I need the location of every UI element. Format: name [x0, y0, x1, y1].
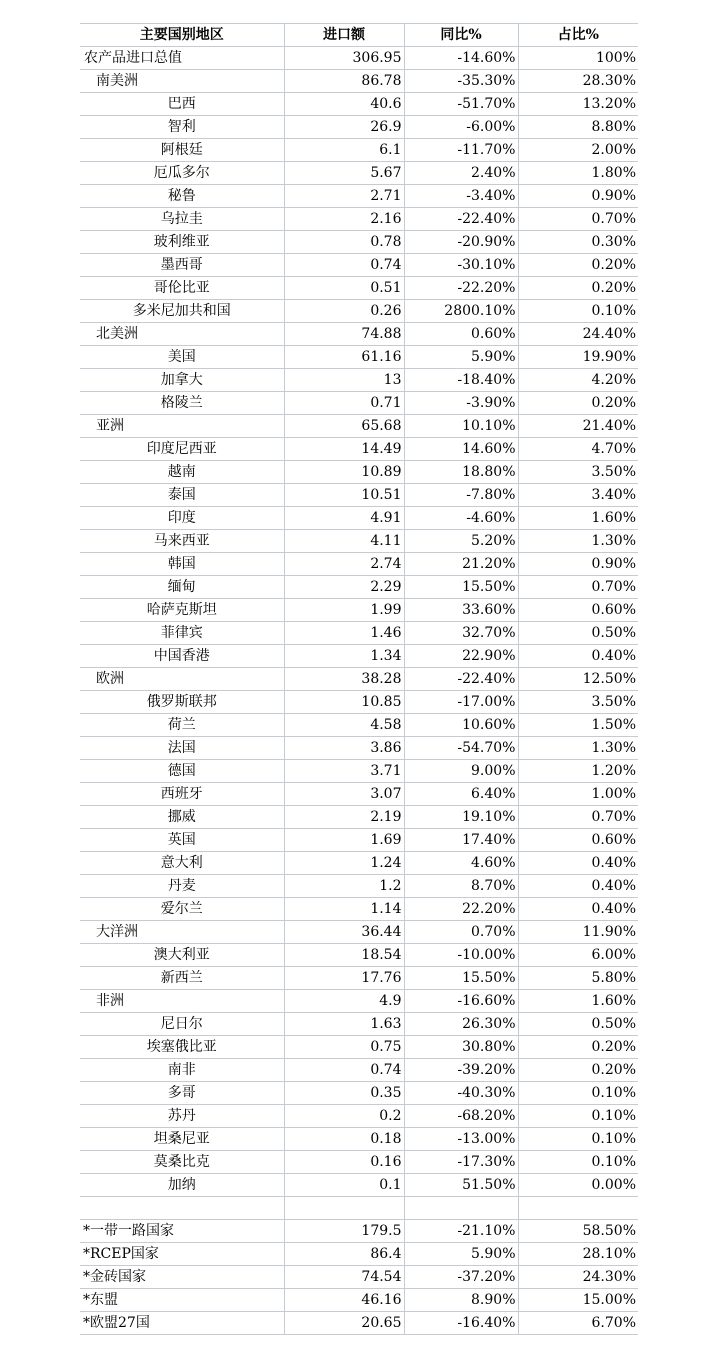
table-row	[80, 254, 638, 277]
cell-region-name: 玻利维亚	[80, 231, 284, 254]
cell-share: 3.50%	[518, 461, 638, 484]
cell-share: 0.30%	[518, 231, 638, 254]
table-row	[80, 1013, 638, 1036]
cell-import-value: 4.91	[284, 507, 404, 530]
table-row	[80, 668, 638, 691]
cell-share: 0.20%	[518, 392, 638, 415]
cell-share: 1.50%	[518, 714, 638, 737]
cell-yoy: -10.00%	[404, 944, 518, 967]
cell-import-value: 0.51	[284, 277, 404, 300]
cell-yoy: 14.60%	[404, 438, 518, 461]
cell-region-name: *东盟	[80, 1289, 284, 1312]
table-row	[80, 1266, 638, 1289]
cell-share: 21.40%	[518, 415, 638, 438]
cell-share: 0.20%	[518, 254, 638, 277]
cell-region-name: 大洋洲	[80, 921, 284, 944]
cell-import-value: 10.85	[284, 691, 404, 714]
cell-import-value: 2.19	[284, 806, 404, 829]
cell-yoy: 21.20%	[404, 553, 518, 576]
cell-import-value	[284, 1197, 404, 1220]
cell-import-value: 40.6	[284, 93, 404, 116]
cell-region-name: 加拿大	[80, 369, 284, 392]
cell-region-name: *一带一路国家	[80, 1220, 284, 1243]
cell-yoy: 30.80%	[404, 1036, 518, 1059]
cell-share: 6.70%	[518, 1312, 638, 1335]
cell-import-value: 86.4	[284, 1243, 404, 1266]
table-row	[80, 1174, 638, 1197]
cell-region-name: 泰国	[80, 484, 284, 507]
table-row	[80, 530, 638, 553]
cell-share: 0.50%	[518, 1013, 638, 1036]
cell-share: 5.80%	[518, 967, 638, 990]
table-row	[80, 829, 638, 852]
cell-yoy: -3.40%	[404, 185, 518, 208]
table-row	[80, 1243, 638, 1266]
cell-share: 100%	[518, 47, 638, 70]
cell-import-value: 1.2	[284, 875, 404, 898]
table-row	[80, 47, 638, 70]
cell-yoy: 2800.10%	[404, 300, 518, 323]
table-row	[80, 1128, 638, 1151]
header-share: 占比%	[518, 24, 638, 47]
table-row	[80, 1059, 638, 1082]
table-row	[80, 967, 638, 990]
cell-share: 24.30%	[518, 1266, 638, 1289]
cell-region-name: 南美洲	[80, 70, 284, 93]
cell-region-name: 菲律宾	[80, 622, 284, 645]
cell-share: 8.80%	[518, 116, 638, 139]
cell-import-value: 2.71	[284, 185, 404, 208]
cell-yoy: 15.50%	[404, 967, 518, 990]
cell-import-value: 0.35	[284, 1082, 404, 1105]
table-row	[80, 760, 638, 783]
cell-yoy: -39.20%	[404, 1059, 518, 1082]
cell-import-value: 14.49	[284, 438, 404, 461]
cell-yoy: -13.00%	[404, 1128, 518, 1151]
agri-import-table	[80, 23, 638, 1335]
cell-import-value: 1.63	[284, 1013, 404, 1036]
table-row	[80, 691, 638, 714]
table-row	[80, 1036, 638, 1059]
trade-table-sheet	[80, 23, 638, 1335]
cell-yoy: -3.90%	[404, 392, 518, 415]
table-row	[80, 323, 638, 346]
cell-import-value: 1.99	[284, 599, 404, 622]
cell-yoy: 10.60%	[404, 714, 518, 737]
cell-share: 1.60%	[518, 507, 638, 530]
cell-yoy: -54.70%	[404, 737, 518, 760]
cell-yoy: 9.00%	[404, 760, 518, 783]
table-row	[80, 415, 638, 438]
cell-yoy: 33.60%	[404, 599, 518, 622]
cell-share: 11.90%	[518, 921, 638, 944]
table-row	[80, 392, 638, 415]
cell-share: 58.50%	[518, 1220, 638, 1243]
cell-yoy: 8.90%	[404, 1289, 518, 1312]
table-row	[80, 783, 638, 806]
cell-share: 15.00%	[518, 1289, 638, 1312]
table-row	[80, 576, 638, 599]
cell-import-value: 5.67	[284, 162, 404, 185]
cell-region-name: 美国	[80, 346, 284, 369]
cell-yoy: -17.30%	[404, 1151, 518, 1174]
cell-region-name: 西班牙	[80, 783, 284, 806]
cell-region-name: 多米尼加共和国	[80, 300, 284, 323]
table-row	[80, 507, 638, 530]
cell-share: 1.30%	[518, 530, 638, 553]
cell-share: 0.60%	[518, 829, 638, 852]
table-body	[80, 47, 638, 1335]
cell-import-value: 65.68	[284, 415, 404, 438]
table-row	[80, 898, 638, 921]
cell-yoy: 0.70%	[404, 921, 518, 944]
cell-yoy: 5.20%	[404, 530, 518, 553]
cell-region-name: 坦桑尼亚	[80, 1128, 284, 1151]
cell-yoy: 10.10%	[404, 415, 518, 438]
table-row	[80, 208, 638, 231]
cell-region-name: 非洲	[80, 990, 284, 1013]
cell-region-name: 秘鲁	[80, 185, 284, 208]
cell-region-name: 澳大利亚	[80, 944, 284, 967]
cell-yoy: -16.60%	[404, 990, 518, 1013]
cell-yoy: -40.30%	[404, 1082, 518, 1105]
cell-yoy: -20.90%	[404, 231, 518, 254]
table-row	[80, 737, 638, 760]
cell-import-value: 86.78	[284, 70, 404, 93]
cell-share: 1.30%	[518, 737, 638, 760]
header-region: 主要国别地区	[80, 24, 284, 47]
table-row	[80, 806, 638, 829]
cell-yoy: -18.40%	[404, 369, 518, 392]
cell-share: 0.10%	[518, 300, 638, 323]
cell-share: 1.80%	[518, 162, 638, 185]
cell-share: 0.40%	[518, 852, 638, 875]
cell-import-value: 17.76	[284, 967, 404, 990]
cell-import-value: 13	[284, 369, 404, 392]
cell-import-value: 10.51	[284, 484, 404, 507]
cell-yoy	[404, 1197, 518, 1220]
cell-region-name: 墨西哥	[80, 254, 284, 277]
cell-import-value: 4.58	[284, 714, 404, 737]
cell-region-name	[80, 1197, 284, 1220]
cell-region-name: 格陵兰	[80, 392, 284, 415]
cell-region-name: 德国	[80, 760, 284, 783]
cell-region-name: *RCEP国家	[80, 1243, 284, 1266]
cell-yoy: -68.20%	[404, 1105, 518, 1128]
cell-import-value: 46.16	[284, 1289, 404, 1312]
cell-import-value: 0.2	[284, 1105, 404, 1128]
cell-import-value: 0.16	[284, 1151, 404, 1174]
table-row	[80, 70, 638, 93]
table-row	[80, 990, 638, 1013]
cell-import-value: 3.86	[284, 737, 404, 760]
cell-import-value: 10.89	[284, 461, 404, 484]
cell-share: 0.10%	[518, 1082, 638, 1105]
table-row	[80, 1312, 638, 1335]
cell-import-value: 1.34	[284, 645, 404, 668]
cell-yoy: 18.80%	[404, 461, 518, 484]
cell-yoy: -17.00%	[404, 691, 518, 714]
cell-region-name: 北美洲	[80, 323, 284, 346]
cell-region-name: 俄罗斯联邦	[80, 691, 284, 714]
cell-share: 3.40%	[518, 484, 638, 507]
cell-yoy: -21.10%	[404, 1220, 518, 1243]
table-row	[80, 599, 638, 622]
cell-region-name: 亚洲	[80, 415, 284, 438]
table-row	[80, 116, 638, 139]
table-row	[80, 300, 638, 323]
cell-share: 0.90%	[518, 185, 638, 208]
cell-region-name: 巴西	[80, 93, 284, 116]
cell-share: 0.50%	[518, 622, 638, 645]
cell-yoy: -14.60%	[404, 47, 518, 70]
cell-region-name: 厄瓜多尔	[80, 162, 284, 185]
cell-yoy: 17.40%	[404, 829, 518, 852]
table-row	[80, 944, 638, 967]
cell-region-name: 法国	[80, 737, 284, 760]
cell-import-value: 4.11	[284, 530, 404, 553]
table-row	[80, 1105, 638, 1128]
cell-share: 0.70%	[518, 208, 638, 231]
table-row	[80, 875, 638, 898]
cell-region-name: 印度尼西亚	[80, 438, 284, 461]
cell-region-name: 缅甸	[80, 576, 284, 599]
cell-yoy: -16.40%	[404, 1312, 518, 1335]
cell-yoy: 22.90%	[404, 645, 518, 668]
cell-region-name: 埃塞俄比亚	[80, 1036, 284, 1059]
cell-region-name: 丹麦	[80, 875, 284, 898]
table-row	[80, 185, 638, 208]
cell-region-name: 苏丹	[80, 1105, 284, 1128]
cell-share: 0.20%	[518, 1059, 638, 1082]
cell-region-name: 新西兰	[80, 967, 284, 990]
cell-region-name: 马来西亚	[80, 530, 284, 553]
cell-import-value: 0.74	[284, 254, 404, 277]
cell-region-name: 英国	[80, 829, 284, 852]
cell-import-value: 74.54	[284, 1266, 404, 1289]
cell-share: 0.20%	[518, 1036, 638, 1059]
cell-region-name: 印度	[80, 507, 284, 530]
cell-share: 0.20%	[518, 277, 638, 300]
cell-import-value: 26.9	[284, 116, 404, 139]
cell-yoy: -37.20%	[404, 1266, 518, 1289]
table-row	[80, 714, 638, 737]
cell-share: 0.10%	[518, 1105, 638, 1128]
cell-yoy: 32.70%	[404, 622, 518, 645]
cell-yoy: -30.10%	[404, 254, 518, 277]
cell-import-value: 179.5	[284, 1220, 404, 1243]
cell-yoy: -35.30%	[404, 70, 518, 93]
header-import-value: 进口额	[284, 24, 404, 47]
cell-region-name: 韩国	[80, 553, 284, 576]
cell-yoy: 19.10%	[404, 806, 518, 829]
cell-import-value: 0.18	[284, 1128, 404, 1151]
cell-share: 0.60%	[518, 599, 638, 622]
cell-import-value: 2.29	[284, 576, 404, 599]
table-row	[80, 277, 638, 300]
cell-share: 0.40%	[518, 898, 638, 921]
cell-region-name: 中国香港	[80, 645, 284, 668]
cell-region-name: 多哥	[80, 1082, 284, 1105]
cell-import-value: 1.24	[284, 852, 404, 875]
cell-share: 12.50%	[518, 668, 638, 691]
table-row	[80, 645, 638, 668]
cell-region-name: 荷兰	[80, 714, 284, 737]
cell-yoy: 22.20%	[404, 898, 518, 921]
table-row-blank	[80, 1197, 638, 1220]
cell-share: 0.40%	[518, 875, 638, 898]
cell-share: 0.00%	[518, 1174, 638, 1197]
cell-share: 0.40%	[518, 645, 638, 668]
cell-share: 28.30%	[518, 70, 638, 93]
cell-region-name: 意大利	[80, 852, 284, 875]
cell-import-value: 3.71	[284, 760, 404, 783]
cell-share: 0.10%	[518, 1128, 638, 1151]
cell-region-name: 尼日尔	[80, 1013, 284, 1036]
table-row	[80, 139, 638, 162]
cell-yoy: -22.40%	[404, 668, 518, 691]
cell-share: 1.00%	[518, 783, 638, 806]
table-row	[80, 1082, 638, 1105]
table-row	[80, 346, 638, 369]
header-yoy: 同比%	[404, 24, 518, 47]
cell-share: 4.20%	[518, 369, 638, 392]
cell-region-name: 越南	[80, 461, 284, 484]
cell-share: 3.50%	[518, 691, 638, 714]
cell-region-name: 莫桑比克	[80, 1151, 284, 1174]
cell-yoy: -6.00%	[404, 116, 518, 139]
cell-import-value: 18.54	[284, 944, 404, 967]
cell-region-name: 挪威	[80, 806, 284, 829]
table-row	[80, 162, 638, 185]
table-row	[80, 553, 638, 576]
cell-share: 0.70%	[518, 806, 638, 829]
table-header	[80, 24, 638, 47]
cell-import-value: 0.75	[284, 1036, 404, 1059]
cell-share: 1.20%	[518, 760, 638, 783]
table-row	[80, 231, 638, 254]
cell-yoy: 2.40%	[404, 162, 518, 185]
cell-yoy: 5.90%	[404, 346, 518, 369]
cell-region-name: 哈萨克斯坦	[80, 599, 284, 622]
header-row	[80, 24, 638, 47]
cell-share: 0.90%	[518, 553, 638, 576]
cell-import-value: 61.16	[284, 346, 404, 369]
table-row	[80, 852, 638, 875]
cell-region-name: 南非	[80, 1059, 284, 1082]
cell-import-value: 0.1	[284, 1174, 404, 1197]
cell-import-value: 0.26	[284, 300, 404, 323]
cell-import-value: 38.28	[284, 668, 404, 691]
cell-import-value: 4.9	[284, 990, 404, 1013]
cell-share: 0.70%	[518, 576, 638, 599]
cell-yoy: -4.60%	[404, 507, 518, 530]
cell-share: 28.10%	[518, 1243, 638, 1266]
cell-import-value: 1.46	[284, 622, 404, 645]
cell-region-name: 农产品进口总值	[80, 47, 284, 70]
cell-yoy: 15.50%	[404, 576, 518, 599]
cell-yoy: 51.50%	[404, 1174, 518, 1197]
table-row	[80, 1151, 638, 1174]
cell-yoy: 5.90%	[404, 1243, 518, 1266]
cell-import-value: 3.07	[284, 783, 404, 806]
cell-region-name: 哥伦比亚	[80, 277, 284, 300]
cell-import-value: 1.69	[284, 829, 404, 852]
cell-yoy: -22.40%	[404, 208, 518, 231]
cell-yoy: -11.70%	[404, 139, 518, 162]
cell-import-value: 36.44	[284, 921, 404, 944]
cell-import-value: 2.16	[284, 208, 404, 231]
cell-region-name: 乌拉圭	[80, 208, 284, 231]
table-row	[80, 93, 638, 116]
cell-share: 6.00%	[518, 944, 638, 967]
cell-yoy: 4.60%	[404, 852, 518, 875]
cell-yoy: 26.30%	[404, 1013, 518, 1036]
cell-share: 19.90%	[518, 346, 638, 369]
cell-region-name: 爱尔兰	[80, 898, 284, 921]
cell-region-name: 欧洲	[80, 668, 284, 691]
cell-import-value: 0.74	[284, 1059, 404, 1082]
table-row	[80, 921, 638, 944]
cell-yoy: -51.70%	[404, 93, 518, 116]
cell-share: 13.20%	[518, 93, 638, 116]
cell-import-value: 6.1	[284, 139, 404, 162]
cell-region-name: *金砖国家	[80, 1266, 284, 1289]
cell-region-name: *欧盟27国	[80, 1312, 284, 1335]
cell-yoy: 0.60%	[404, 323, 518, 346]
cell-import-value: 0.78	[284, 231, 404, 254]
cell-yoy: 8.70%	[404, 875, 518, 898]
cell-yoy: -7.80%	[404, 484, 518, 507]
cell-share: 0.10%	[518, 1151, 638, 1174]
cell-import-value: 74.88	[284, 323, 404, 346]
table-row	[80, 369, 638, 392]
cell-import-value: 306.95	[284, 47, 404, 70]
cell-yoy: -22.20%	[404, 277, 518, 300]
cell-share: 2.00%	[518, 139, 638, 162]
cell-share: 24.40%	[518, 323, 638, 346]
table-row	[80, 622, 638, 645]
cell-import-value: 0.71	[284, 392, 404, 415]
cell-share: 4.70%	[518, 438, 638, 461]
cell-import-value: 20.65	[284, 1312, 404, 1335]
table-row	[80, 1220, 638, 1243]
table-row	[80, 1289, 638, 1312]
table-row	[80, 484, 638, 507]
cell-region-name: 加纳	[80, 1174, 284, 1197]
table-row	[80, 438, 638, 461]
cell-import-value: 2.74	[284, 553, 404, 576]
cell-yoy: 6.40%	[404, 783, 518, 806]
cell-share: 1.60%	[518, 990, 638, 1013]
cell-share	[518, 1197, 638, 1220]
table-row	[80, 461, 638, 484]
cell-region-name: 智利	[80, 116, 284, 139]
cell-region-name: 阿根廷	[80, 139, 284, 162]
cell-import-value: 1.14	[284, 898, 404, 921]
